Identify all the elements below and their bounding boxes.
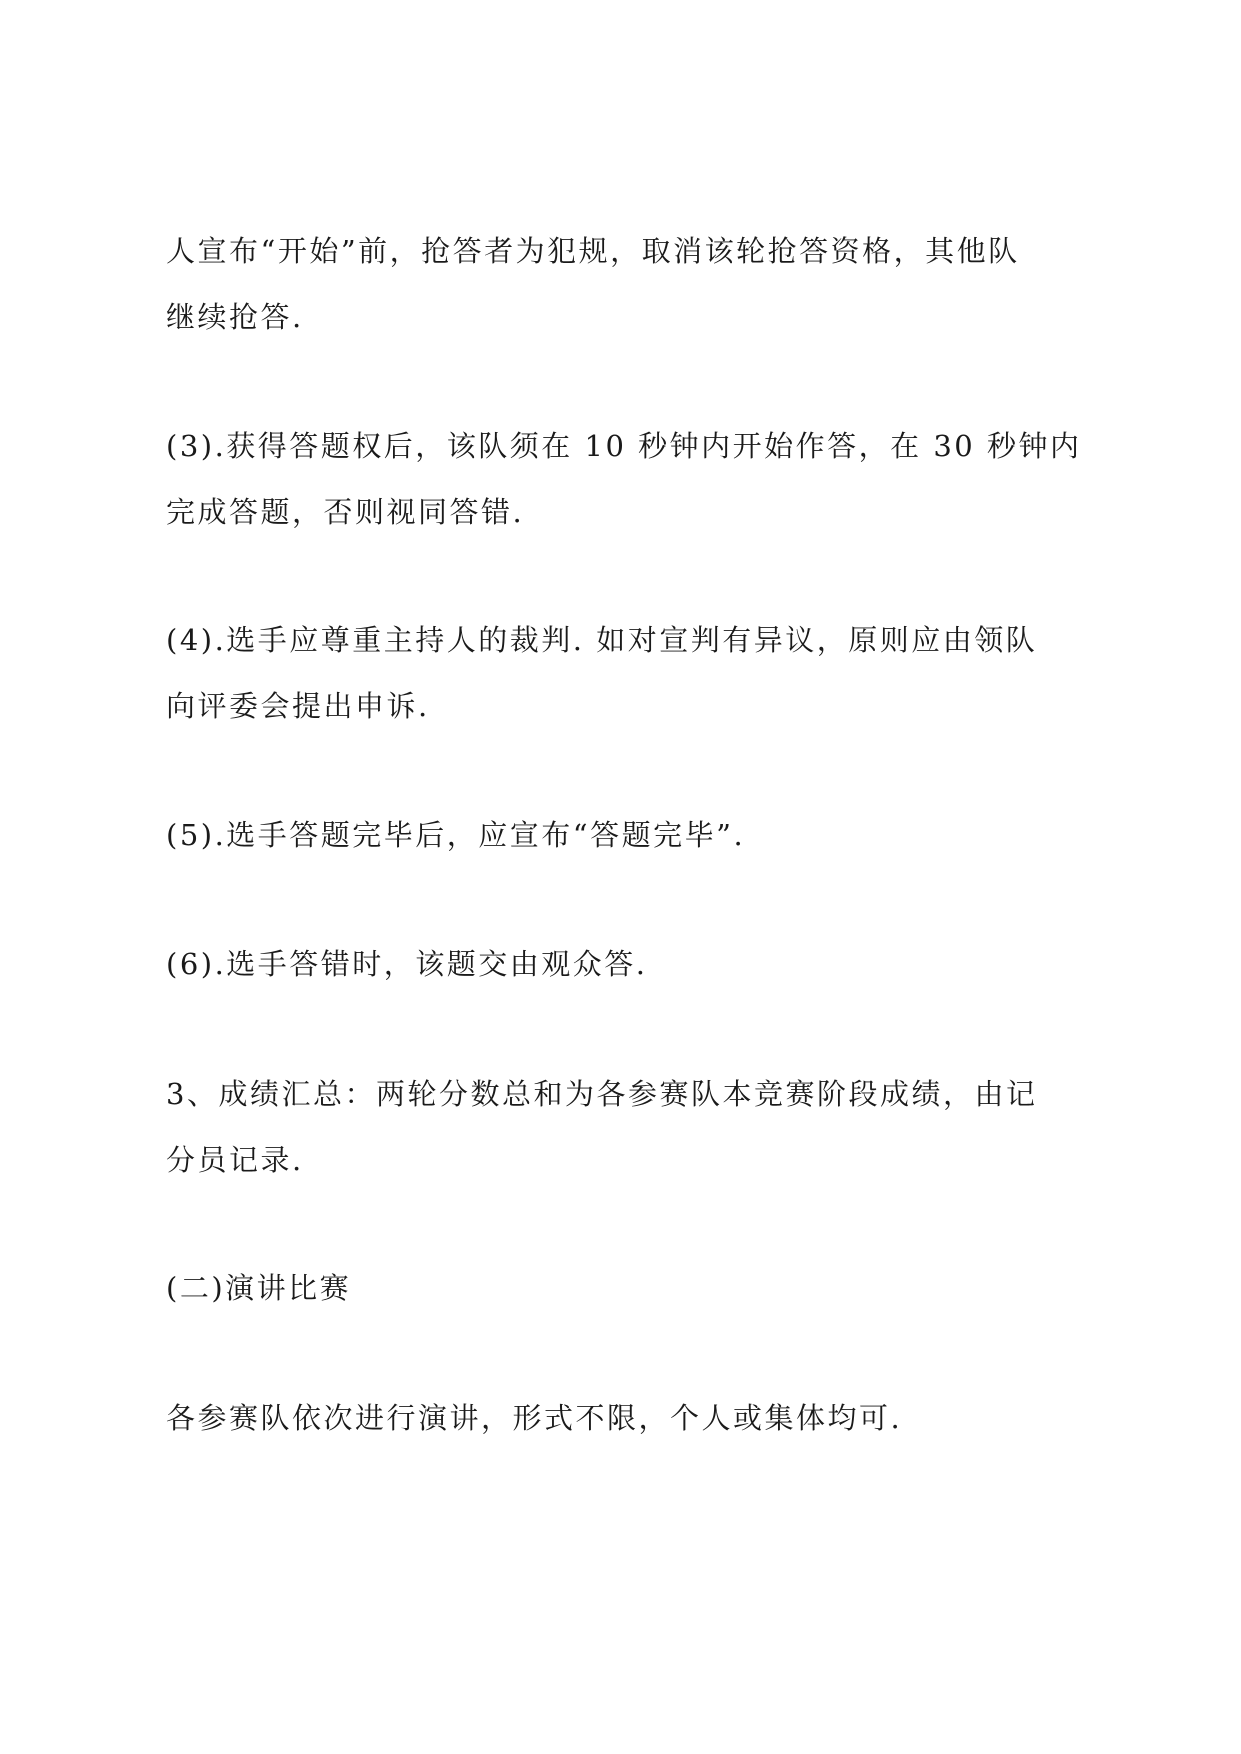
paragraph-line: 3、成绩汇总：两轮分数总和为各参赛队本竞赛阶段成绩，由记 [166, 1077, 1038, 1111]
paragraph-rule-6 [166, 931, 1096, 997]
paragraph-rule-5 [166, 802, 1096, 868]
paragraph-line: (3).获得答题权后，该队须在 10 秒钟内开始作答，在 30 秒钟内 [166, 429, 1082, 463]
paragraph-line: (6).选手答错时，该题交由观众答. [166, 947, 648, 981]
paragraph-line: 分员记录. [166, 1143, 304, 1177]
paragraph-line: (二)演讲比赛 [166, 1271, 352, 1305]
paragraph-rule-3 [166, 413, 1096, 545]
paragraph-line: (5).选手答题完毕后，应宣布“答题完毕”. [166, 818, 746, 852]
paragraph-line: 继续抢答. [166, 300, 304, 334]
paragraph-line: (4).选手应尊重主持人的裁判. 如对宣判有异议，原则应由领队 [166, 623, 1038, 657]
section-heading-speech-contest [166, 1255, 1096, 1321]
paragraph-line: 各参赛队依次进行演讲，形式不限，个人或集体均可. [166, 1401, 903, 1435]
paragraph-rule-4 [166, 607, 1096, 739]
paragraph-line: 人宣布“开始”前，抢答者为犯规，取消该轮抢答资格，其他队 [166, 234, 1020, 268]
paragraph-rush-answer-foul [166, 218, 1096, 350]
paragraph-score-summary [166, 1061, 1096, 1193]
paragraph-speech-format [166, 1385, 1096, 1451]
paragraph-line: 向评委会提出申诉. [166, 689, 430, 723]
paragraph-line: 完成答题，否则视同答错. [166, 495, 525, 529]
